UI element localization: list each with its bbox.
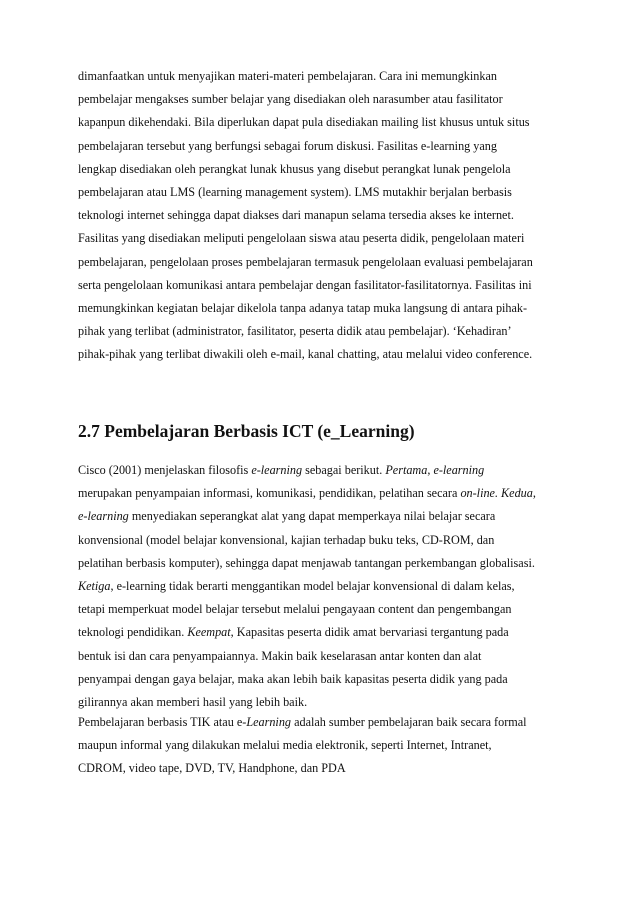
text-line: pelatihan berbasis komputer), sehingga dapat menjawab tantangan perkembangan globalisasi.: [78, 555, 535, 570]
text-line: pihak-pihak yang terlibat diwakili oleh e-mail, kanal chatting, atau melalui video conference.: [78, 347, 533, 362]
italic-term: e-learning: [78, 509, 129, 524]
italic-term: Keempat: [187, 625, 231, 640]
text-line: teknologi internet sehingga dapat diakses dari manapun selama tersedia akses ke internet.: [78, 208, 514, 223]
text-line: [78, 459, 536, 482]
text-run: sebagai berikut.: [302, 463, 386, 477]
text-line: pembelajar mengakses sumber belajar yang disediakan oleh narasumber atau fasilitator: [78, 92, 503, 107]
text-line: konvensional (model belajar konvensional, kajian terhadap buku teks, CD-ROM, dan: [78, 532, 495, 547]
text-run: ,: [427, 463, 434, 477]
italic-term: on-line. Kedua: [460, 486, 533, 501]
text-line: pihak yang terlibat (administrator, fasilitator, peserta didik atau pembelajar). ‘Kehadiran’: [78, 324, 512, 339]
text-line: dimanfaatkan untuk menyajikan materi-materi pembelajaran. Cara ini memungkinkan: [78, 69, 497, 83]
body-paragraph-1: [78, 65, 533, 367]
body-paragraph-3: [78, 711, 527, 781]
text-line: serta pengelolaan komunikasi antara pembelajar dengan fasilitator-fasilitatornya. Fasilitas ini: [78, 277, 532, 292]
text-run: menyediakan seperangkat alat yang dapat memperkaya nilai belajar secara: [128, 509, 496, 524]
body-paragraph-2: [78, 459, 536, 714]
text-line: [78, 575, 536, 598]
section-heading: 2.7 Pembelajaran Berbasis ICT (e_Learning): [78, 421, 415, 441]
text-line: memungkinkan kegiatan belajar dikelola tanpa adanya tatap muka langsung di antara pihak-: [78, 301, 528, 316]
text-run: teknologi pendidikan.: [78, 625, 188, 640]
text-line: maupun informal yang dilakukan melalui media elektronik, seperti Internet, Intranet,: [78, 738, 492, 753]
text-run: Cisco (2001) menjelaskan filosofis: [78, 463, 252, 477]
text-run: merupakan penyampaian informasi, komunikasi, pendidikan, pelatihan secara: [78, 486, 461, 501]
text-run: , e-learning tidak berarti menggantikan model belajar konvensional di dalam kelas,: [110, 579, 515, 594]
italic-term: Ketiga: [78, 579, 111, 594]
text-line: pembelajaran, pengelolaan proses pembelajaran termasuk pengelolaan evaluasi pembelajaran: [78, 254, 533, 269]
italic-term: e-learning: [433, 463, 485, 477]
text-line: gilirannya akan memberi hasil yang lebih baik.: [78, 695, 308, 710]
text-line: kapanpun dikehendaki. Bila diperlukan dapat pula disediakan mailing list khusus untuk situs: [78, 115, 530, 130]
text-line: Fasilitas yang disediakan meliputi pengelolaan siswa atau peserta didik, pengelolaan materi: [78, 231, 525, 246]
italic-term: Learning: [246, 715, 292, 729]
text-run: ,: [532, 486, 536, 501]
text-line: pembelajaran atau LMS (learning management system). LMS mutakhir berjalan berbasis: [78, 185, 512, 200]
text-line: [78, 711, 527, 734]
text-line: CDROM, video tape, DVD, TV, Handphone, dan PDA: [78, 761, 346, 776]
text-line: [78, 505, 536, 528]
italic-term: Pertama: [385, 463, 428, 477]
text-line: penyampai dengan gaya belajar, maka akan lebih baik kapasitas peserta didik yang pada: [78, 671, 508, 686]
text-line: tetapi memperkuat model belajar tersebut melalui pengayaan content dan pengembangan: [78, 602, 512, 617]
text-line: [78, 482, 536, 505]
italic-term: e-learning: [251, 463, 303, 477]
text-run: Pembelajaran berbasis TIK atau e-: [78, 715, 247, 729]
text-line: lengkap disediakan oleh perangkat lunak khusus yang disebut perangkat lunak pengelola: [78, 161, 511, 176]
text-line: bentuk isi dan cara penyampaiannya. Makin baik keselarasan antar konten dan alat: [78, 648, 482, 663]
text-line: [78, 621, 536, 644]
text-run: , Kapasitas peserta didik amat bervariasi tergantung pada: [230, 625, 509, 640]
text-run: adalah sumber pembelajaran baik secara formal: [291, 715, 527, 729]
text-line: pembelajaran tersebut yang berfungsi sebagai forum diskusi. Fasilitas e-learning yang: [78, 138, 497, 153]
